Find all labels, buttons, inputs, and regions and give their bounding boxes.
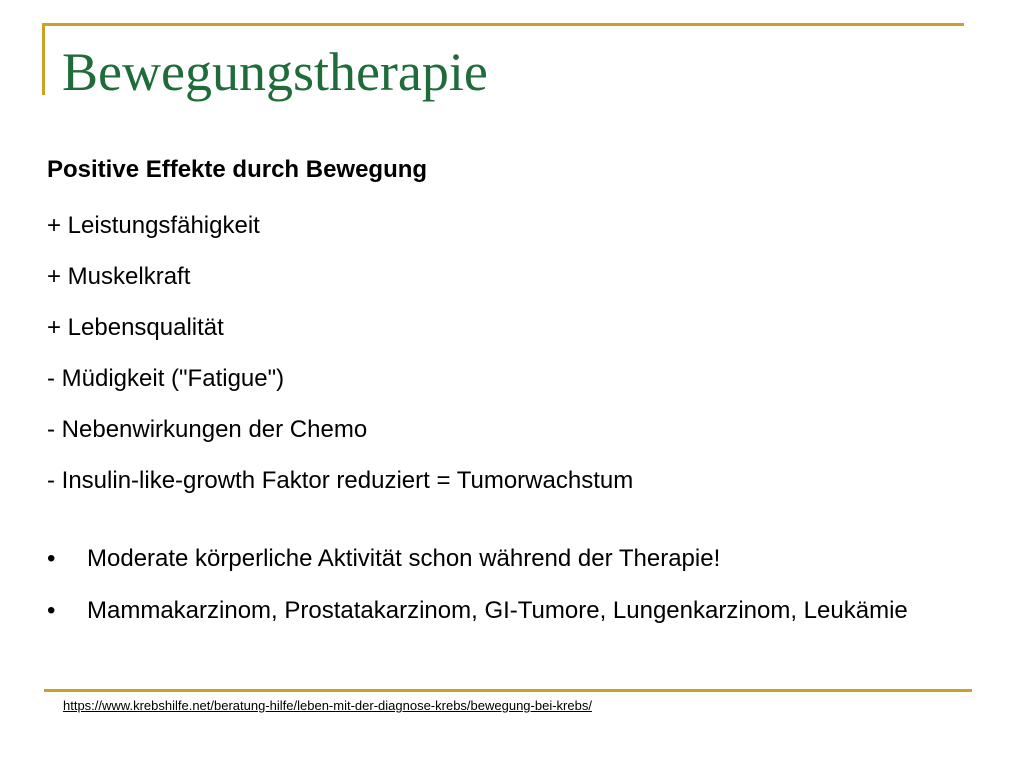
bullet-text: Mammakarzinom, Prostatakarzinom, GI-Tumore, Lungenkarzinom, Leukämie <box>87 597 908 624</box>
slide-title: Bewegungstherapie <box>62 42 488 102</box>
source-link[interactable]: https://www.krebshilfe.net/beratung-hilfe/leben-mit-der-diagnose-krebs/bewegung-bei-krebs/ <box>63 698 592 713</box>
effect-item: + Muskelkraft <box>47 263 191 290</box>
effects-heading: Positive Effekte durch Bewegung <box>47 156 428 183</box>
effect-item: - Müdigkeit ("Fatigue") <box>47 365 285 392</box>
bullet-dot-icon: • <box>47 545 56 572</box>
effect-item: - Insulin-like-growth Faktor reduziert = Tumorwachstum <box>47 467 634 494</box>
effect-item: + Lebensqualität <box>47 314 224 341</box>
bullet-dot-icon: • <box>47 597 56 624</box>
slide-content <box>47 148 977 506</box>
frame-left-line <box>42 23 45 95</box>
bullet-item <box>47 533 977 585</box>
frame-top-line <box>42 23 964 26</box>
effects-list <box>47 200 977 506</box>
bullet-text: Moderate körperliche Aktivität schon während der Therapie! <box>87 545 721 572</box>
bullet-list <box>47 533 977 637</box>
effect-item: - Nebenwirkungen der Chemo <box>47 416 368 443</box>
effect-item: + Leistungsfähigkeit <box>47 212 260 239</box>
footer-divider <box>44 689 972 692</box>
bullet-item <box>47 585 977 637</box>
